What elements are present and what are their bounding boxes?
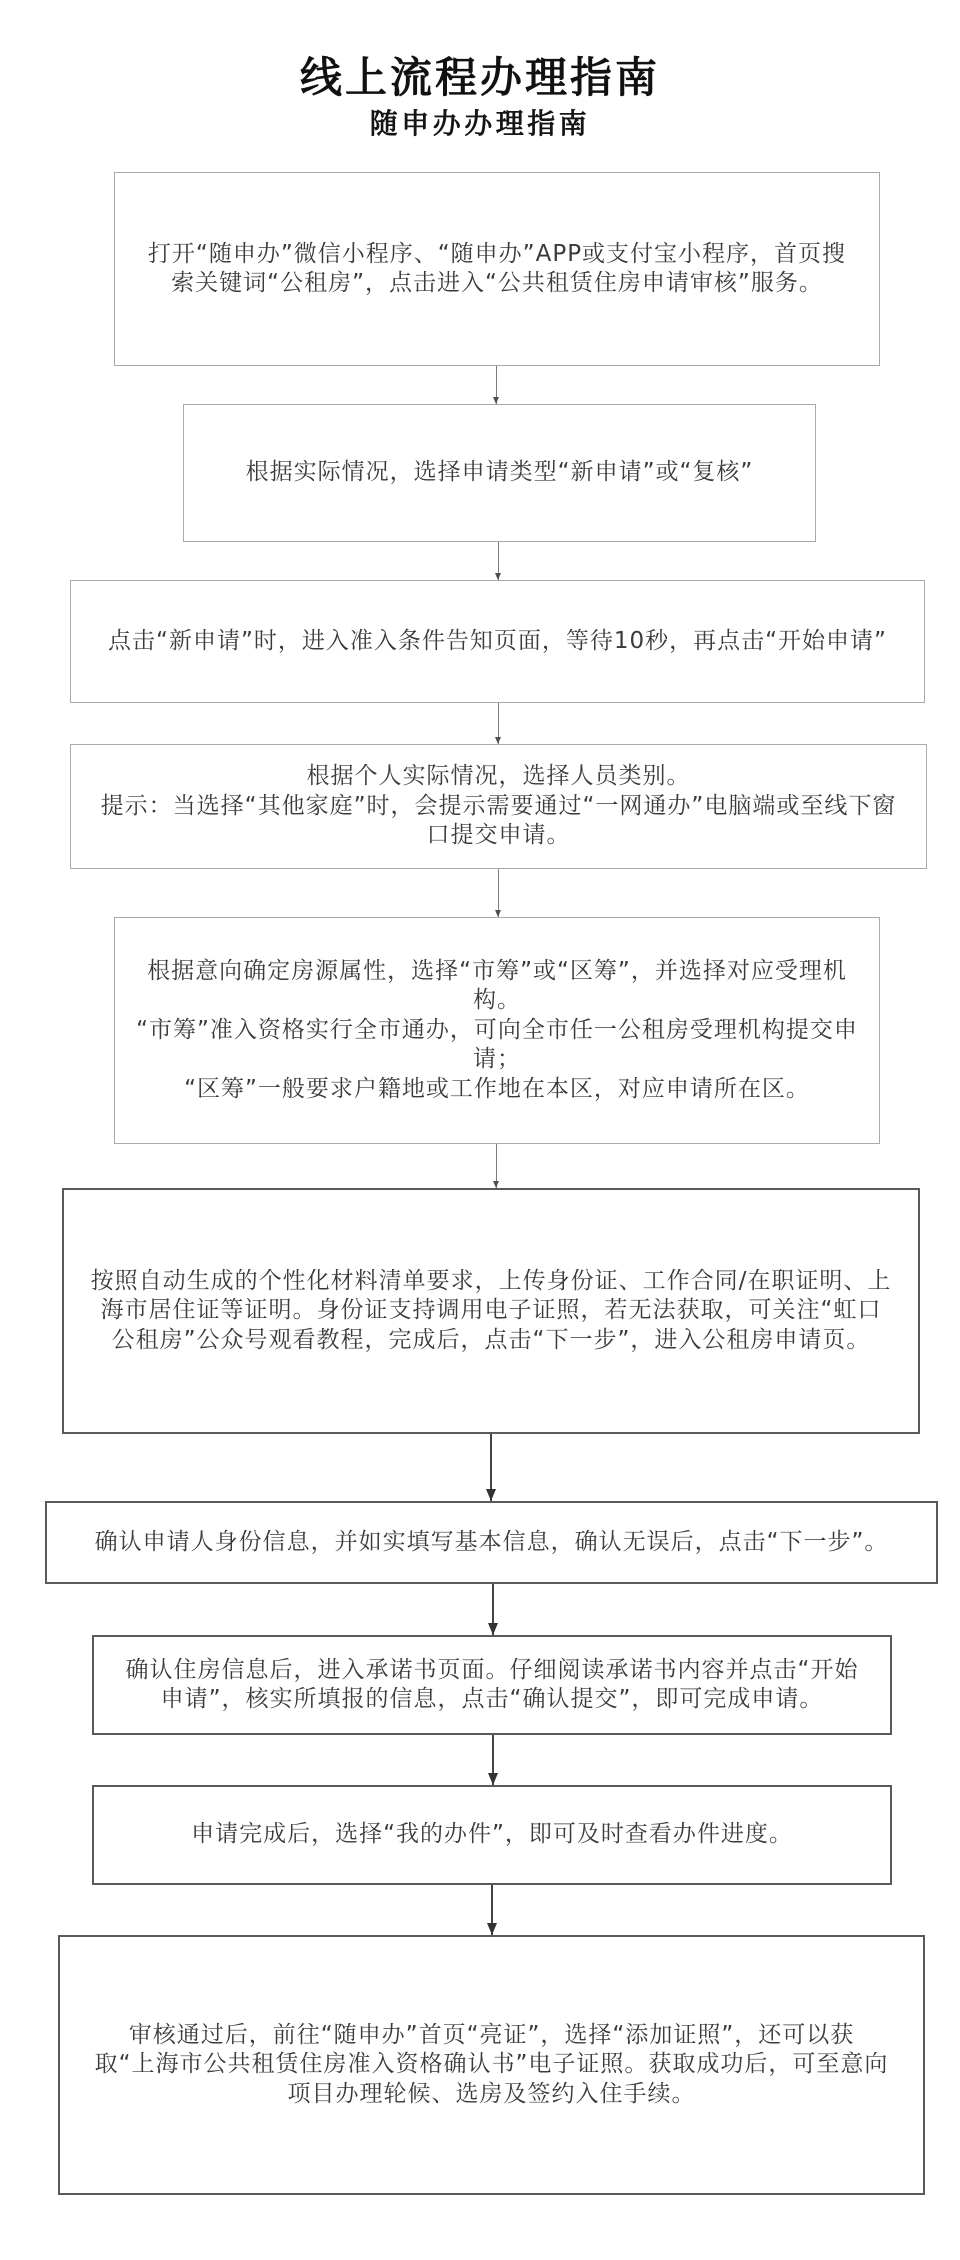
step-text-line: 根据个人实际情况，选择人员类别。 (306, 763, 691, 790)
arrow-down-icon (496, 1144, 497, 1188)
step-text-line: “区筹”一般要求户籍地或工作地在本区，对应申请所在区。 (184, 1075, 810, 1102)
step-text-line: 海市居住证等证明。身份证支持调用电子证照，若无法获取，可关注“虹口 (100, 1297, 882, 1324)
arrowhead-icon (493, 1181, 499, 1188)
flow-step-10 (58, 1935, 925, 2195)
flow-step-1 (114, 172, 880, 366)
flow-step-4 (70, 744, 927, 869)
step-text-line: 按照自动生成的个性化材料清单要求，上传身份证、工作合同/在职证明、上 (90, 1267, 892, 1294)
arrowhead-icon (495, 737, 501, 744)
step-text-line: 请； (473, 1046, 521, 1073)
step-text-line: 申请完成后，选择“我的办件”，即可及时查看办件进度。 (191, 1821, 793, 1848)
arrow-down-icon (490, 1434, 492, 1501)
page-title: 线上流程办理指南 (299, 53, 660, 102)
arrowhead-icon (493, 397, 499, 404)
arrowhead-icon (488, 1773, 498, 1785)
arrow-down-icon (496, 366, 497, 404)
arrow-down-icon (498, 703, 499, 744)
arrowhead-icon (486, 1489, 496, 1501)
step-text-line: 公租房”公众号观看教程，完成后，点击“下一步”，进入公租房申请页。 (111, 1326, 871, 1353)
flow-step-7 (45, 1501, 938, 1584)
step-text-line: 索关键词“公租房”，点击进入“公共租赁住房申请审核”服务。 (171, 270, 823, 296)
step-text-line: 项目办理轮候、选房及签约入住手续。 (287, 2080, 696, 2107)
arrowhead-icon (495, 573, 501, 580)
step-text-line: 打开“随申办”微信小程序、“随申办”APP或支付宝小程序，首页搜 (147, 240, 847, 267)
arrow-down-icon (491, 1885, 493, 1935)
flow-step-9 (92, 1785, 892, 1885)
step-text-line: 根据实际情况，选择申请类型“新申请”或“复核” (245, 459, 754, 486)
flow-step-8 (92, 1635, 892, 1735)
arrowhead-icon (488, 1623, 498, 1635)
step-text-line: 提示：当选择“其他家庭”时，会提示需要通过“一网通办”电脑端或至线下窗 (100, 792, 897, 819)
step-text-line: 根据意向确定房源属性，选择“市筹”或“区筹”，并选择对应受理机 (147, 957, 847, 984)
flow-step-6 (62, 1188, 920, 1434)
step-text-line: 审核通过后，前往“随申办”首页“亮证”，选择“添加证照”，还可以获 (128, 2021, 855, 2048)
step-text-line: 点击“新申请”时，进入准入条件告知页面，等待10秒，再点击“开始申请” (108, 627, 887, 654)
step-text-line: 取“上海市公共租赁住房准入资格确认书”电子证照。获取成功后，可至意向 (94, 2051, 889, 2078)
flow-step-5 (114, 917, 880, 1144)
step-text-line: 确认申请人身份信息，并如实填写基本信息，确认无误后，点击“下一步”。 (94, 1528, 889, 1555)
step-text-line: 构。 (473, 987, 521, 1014)
flow-step-3 (70, 580, 925, 703)
arrowhead-icon (495, 910, 501, 917)
arrowhead-icon (487, 1923, 497, 1935)
page-subtitle: 随申办办理指南 (369, 107, 591, 140)
arrow-down-icon (492, 1584, 494, 1635)
step-text-line: 口提交申请。 (426, 822, 571, 849)
arrow-down-icon (498, 542, 499, 580)
arrow-down-icon (492, 1735, 494, 1785)
flow-step-2 (183, 404, 816, 542)
step-text-line: 申请”，核实所填报的信息，点击“确认提交”，即可完成申请。 (160, 1686, 824, 1712)
arrow-down-icon (498, 869, 499, 917)
step-text-line: 确认住房信息后，进入承诺书页面。仔细阅读承诺书内容并点击“开始 (125, 1656, 859, 1683)
step-text-line: “市筹”准入资格实行全市通办，可向全市任一公租房受理机构提交申 (136, 1016, 858, 1043)
